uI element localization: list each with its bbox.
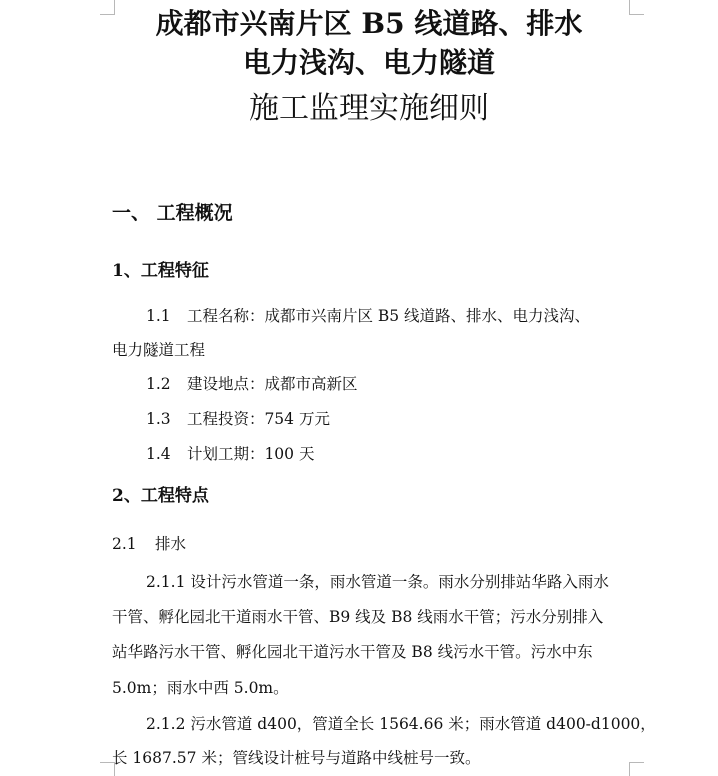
list-item (146, 407, 330, 431)
paragraph-line: 站华路污水干管、孵化园北干道污水干管及 B8 线污水干管。污水中东 (112, 643, 593, 661)
subsection-heading-features: 1、工程特征 (112, 261, 209, 281)
item-number: 2.1 (112, 535, 137, 553)
item-number: 1.3 (146, 410, 171, 428)
document-title-line-3: 施工监理实施细则 (249, 91, 489, 126)
subsection-heading-characteristics: 2、工程特点 (112, 486, 209, 506)
paragraph-line: 2.1.2 污水管道 d400，管道全长 1564.66 米；雨水管道 d400-d1000， (146, 715, 656, 733)
paragraph-line: 长 1687.57 米；管线设计桩号与道路中线桩号一致。 (112, 749, 481, 767)
document-title-line-2: 电力浅沟、电力隧道 (242, 46, 495, 79)
item-text: 工程名称：成都市兴南片区 B5 线道路、排水、电力浅沟、 (186, 307, 591, 325)
sub-subsection-heading-drainage (112, 532, 186, 556)
list-item (146, 442, 314, 466)
item-number: 1.2 (146, 375, 171, 393)
item-text: 计划工期：100 天 (186, 445, 315, 463)
item-number: 1.4 (146, 445, 171, 463)
paragraph-line: 2.1.1 设计污水管道一条，雨水管道一条。雨水分别排站华路入雨水 (146, 573, 609, 591)
list-item (146, 304, 590, 328)
list-item (146, 372, 357, 396)
document-title-line-1: 成都市兴南片区 B5 线道路、排水 (155, 7, 583, 40)
paragraph-line: 5.0m；雨水中西 5.0m。 (112, 679, 289, 697)
item-text-continuation: 电力隧道工程 (112, 341, 206, 359)
paragraph-line: 干管、孵化园北干道雨水干管、B9 线及 B8 线雨水干管；污水分别排入 (112, 608, 604, 626)
item-text: 排水 (154, 535, 186, 553)
item-number: 1.1 (146, 307, 171, 325)
item-text: 建设地点：成都市高新区 (186, 375, 358, 393)
item-text: 工程投资：754 万元 (186, 410, 330, 428)
section-heading-overview: 一、 工程概况 (112, 202, 233, 224)
page-corner-mark-bottom-right (629, 762, 644, 776)
